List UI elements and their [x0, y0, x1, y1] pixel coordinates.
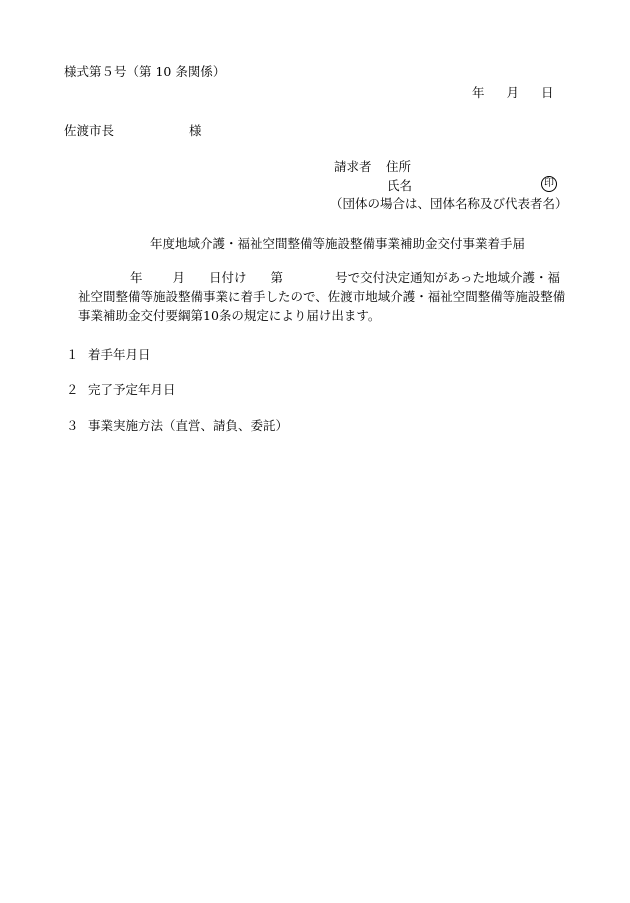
list-item	[66, 418, 288, 433]
document-title: 年度地域介護・福祉空間整備等施設整備事業補助金交付事業着手届	[150, 236, 526, 251]
item-text: 事業実施方法（直営、請負、委託）	[88, 418, 289, 433]
addressee	[64, 123, 202, 138]
date-day: 日	[541, 85, 554, 100]
list-item	[66, 347, 151, 362]
seal-icon: 印	[541, 176, 557, 192]
body-number-prefix: 第	[270, 270, 284, 285]
form-number: 様式第５号（第 10 条関係）	[64, 64, 226, 79]
item-text: 着手年月日	[88, 347, 151, 362]
name-label: 氏名	[387, 178, 413, 193]
date-year: 年	[472, 85, 485, 100]
body-month: 月	[172, 270, 186, 285]
item-number: ２	[66, 382, 79, 397]
addressee-honorific: 様	[189, 123, 202, 138]
body-year: 年	[130, 270, 143, 285]
body-dated: 日付け	[209, 270, 247, 285]
item-number: １	[66, 347, 79, 362]
body-line-3: 事業補助金交付要綱第10条の規定により届け出ます。	[78, 308, 381, 323]
requester-label: 請求者	[334, 159, 372, 174]
body-line-1-rest: 号で交付決定通知があった地域介護・福	[335, 270, 560, 285]
body-line-2: 祉空間整備等施設整備事業に着手したので、佐渡市地域介護・福祉空間整備等施設整備	[78, 289, 566, 304]
item-number: ３	[66, 418, 79, 433]
address-label: 住所	[386, 159, 412, 174]
body-paragraph	[78, 268, 566, 325]
requester-note: （団体の場合は、団体名称及び代表者名）	[330, 196, 568, 211]
list-item	[66, 382, 176, 397]
date-month: 月	[506, 85, 520, 100]
body-line-1	[78, 268, 558, 287]
date-line	[472, 85, 554, 100]
addressee-name: 佐渡市長	[64, 123, 115, 138]
requester-address-line	[334, 159, 411, 174]
item-text: 完了予定年月日	[88, 382, 176, 397]
